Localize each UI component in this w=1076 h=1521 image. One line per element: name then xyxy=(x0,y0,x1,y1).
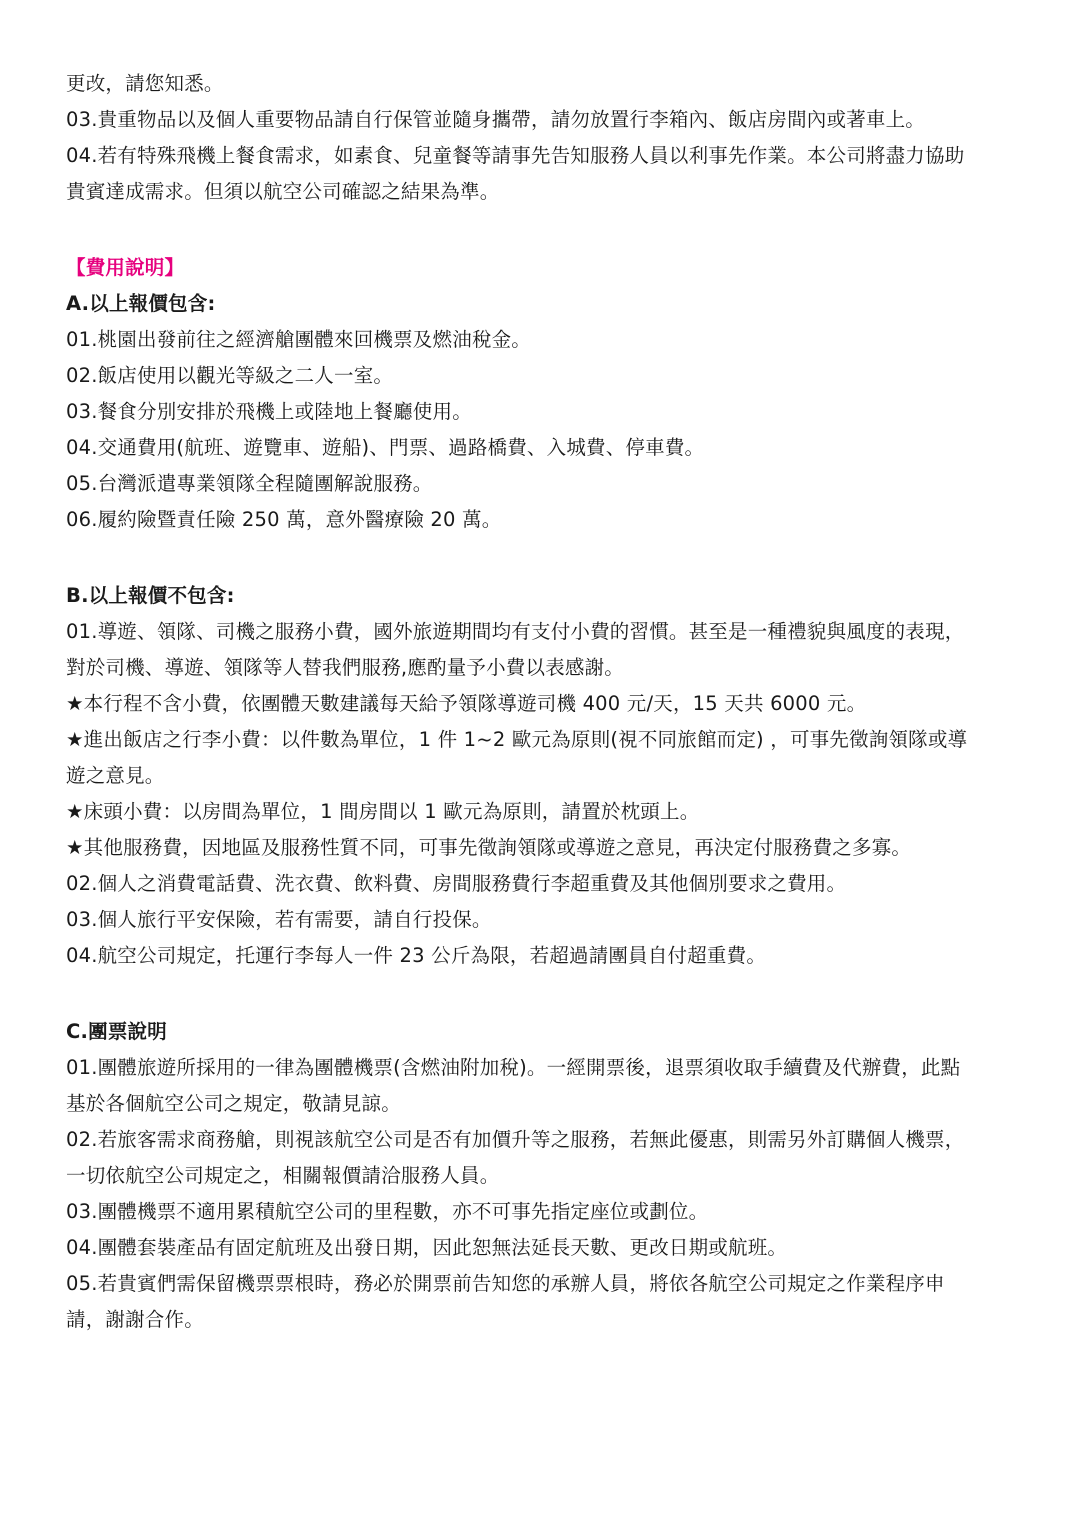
group-ticket-line: 02.若旅客需求商務艙，則視該航空公司是否有加價升等之服務，若無此優惠，則需另外訂購個人機票， xyxy=(66,1128,965,1151)
excluded-line: ★進出飯店之行李小費：以件數為單位，1 件 1~2 歐元為原則(視不同旅館而定) ，可事先徵詢領隊或導 xyxy=(66,728,968,751)
group-ticket-line: 05.若貴賓們需保留機票票根時，務必於開票前告知您的承辦人員，將依各航空公司規定之作業程序申 xyxy=(66,1272,945,1295)
group-ticket-line: 03.團體機票不適用累積航空公司的里程數，亦不可事先指定座位或劃位。 xyxy=(66,1200,709,1223)
included-item: 06.履約險暨責任險 250 萬，意外醫療險 20 萬。 xyxy=(66,508,502,531)
group-ticket-line: 請，謝謝合作。 xyxy=(66,1308,204,1331)
notes-line: 03.貴重物品以及個人重要物品請自行保管並隨身攜帶，請勿放置行李箱內、飯店房間內或著車上。 xyxy=(66,108,926,131)
group-ticket-line: 基於各個航空公司之規定，敬請見諒。 xyxy=(66,1092,401,1115)
group-ticket-heading: C.團票說明 xyxy=(66,1020,167,1043)
fees-section-title: 【費用說明】 xyxy=(66,256,185,279)
included-item: 02.飯店使用以觀光等級之二人一室。 xyxy=(66,364,394,387)
included-item: 01.桃園出發前往之經濟艙團體來回機票及燃油稅金。 xyxy=(66,328,532,351)
spacer xyxy=(66,974,1016,1014)
excluded-heading: B.以上報價不包含: xyxy=(66,584,235,607)
included-item: 05.台灣派遣專業領隊全程隨團解說服務。 xyxy=(66,472,433,495)
excluded-line: 03.個人旅行平安保險，若有需要，請自行投保。 xyxy=(66,908,492,931)
spacer xyxy=(66,210,1016,250)
excluded-line: 遊之意見。 xyxy=(66,764,165,787)
excluded-line: 對於司機、導遊、領隊等人替我們服務,應酌量予小費以表感謝。 xyxy=(66,656,624,679)
excluded-line: 02.個人之消費電話費、洗衣費、飲料費、房間服務費行李超重費及其他個別要求之費用。 xyxy=(66,872,847,895)
notes-line: 04.若有特殊飛機上餐食需求，如素食、兒童餐等請事先告知服務人員以利事先作業。本公司將盡力協助 xyxy=(66,144,965,167)
notes-line: 更改，請您知悉。 xyxy=(66,72,224,95)
spacer xyxy=(66,538,1016,578)
group-ticket-line: 01.團體旅遊所採用的一律為團體機票(含燃油附加稅)。一經開票後，退票須收取手續費及代辦費，此點 xyxy=(66,1056,961,1079)
excluded-line: ★本行程不含小費，依團體天數建議每天給予領隊導遊司機 400 元/天，15 天共 6000 元。 xyxy=(66,692,867,715)
group-ticket-line: 一切依航空公司規定之，相關報價請洽服務人員。 xyxy=(66,1164,500,1187)
included-item: 03.餐食分別安排於飛機上或陸地上餐廳使用。 xyxy=(66,400,472,423)
document-page xyxy=(66,66,1016,1338)
notes-line: 貴賓達成需求。但須以航空公司確認之結果為準。 xyxy=(66,180,500,203)
group-ticket-line: 04.團體套裝產品有固定航班及出發日期，因此恕無法延長天數、更改日期或航班。 xyxy=(66,1236,788,1259)
excluded-line: 01.導遊、領隊、司機之服務小費，國外旅遊期間均有支付小費的習慣。甚至是一種禮貌與風度的表現， xyxy=(66,620,965,643)
included-heading: A.以上報價包含: xyxy=(66,292,216,315)
excluded-line: ★床頭小費：以房間為單位，1 間房間以 1 歐元為原則，請置於枕頭上。 xyxy=(66,800,700,823)
excluded-line: 04.航空公司規定，托運行李每人一件 23 公斤為限，若超過請團員自付超重費。 xyxy=(66,944,767,967)
included-item: 04.交通費用(航班、遊覽車、遊船)、門票、過路橋費、入城費、停車費。 xyxy=(66,436,705,459)
excluded-line: ★其他服務費，因地區及服務性質不同，可事先徵詢領隊或導遊之意見，再決定付服務費之多寡。 xyxy=(66,836,912,859)
